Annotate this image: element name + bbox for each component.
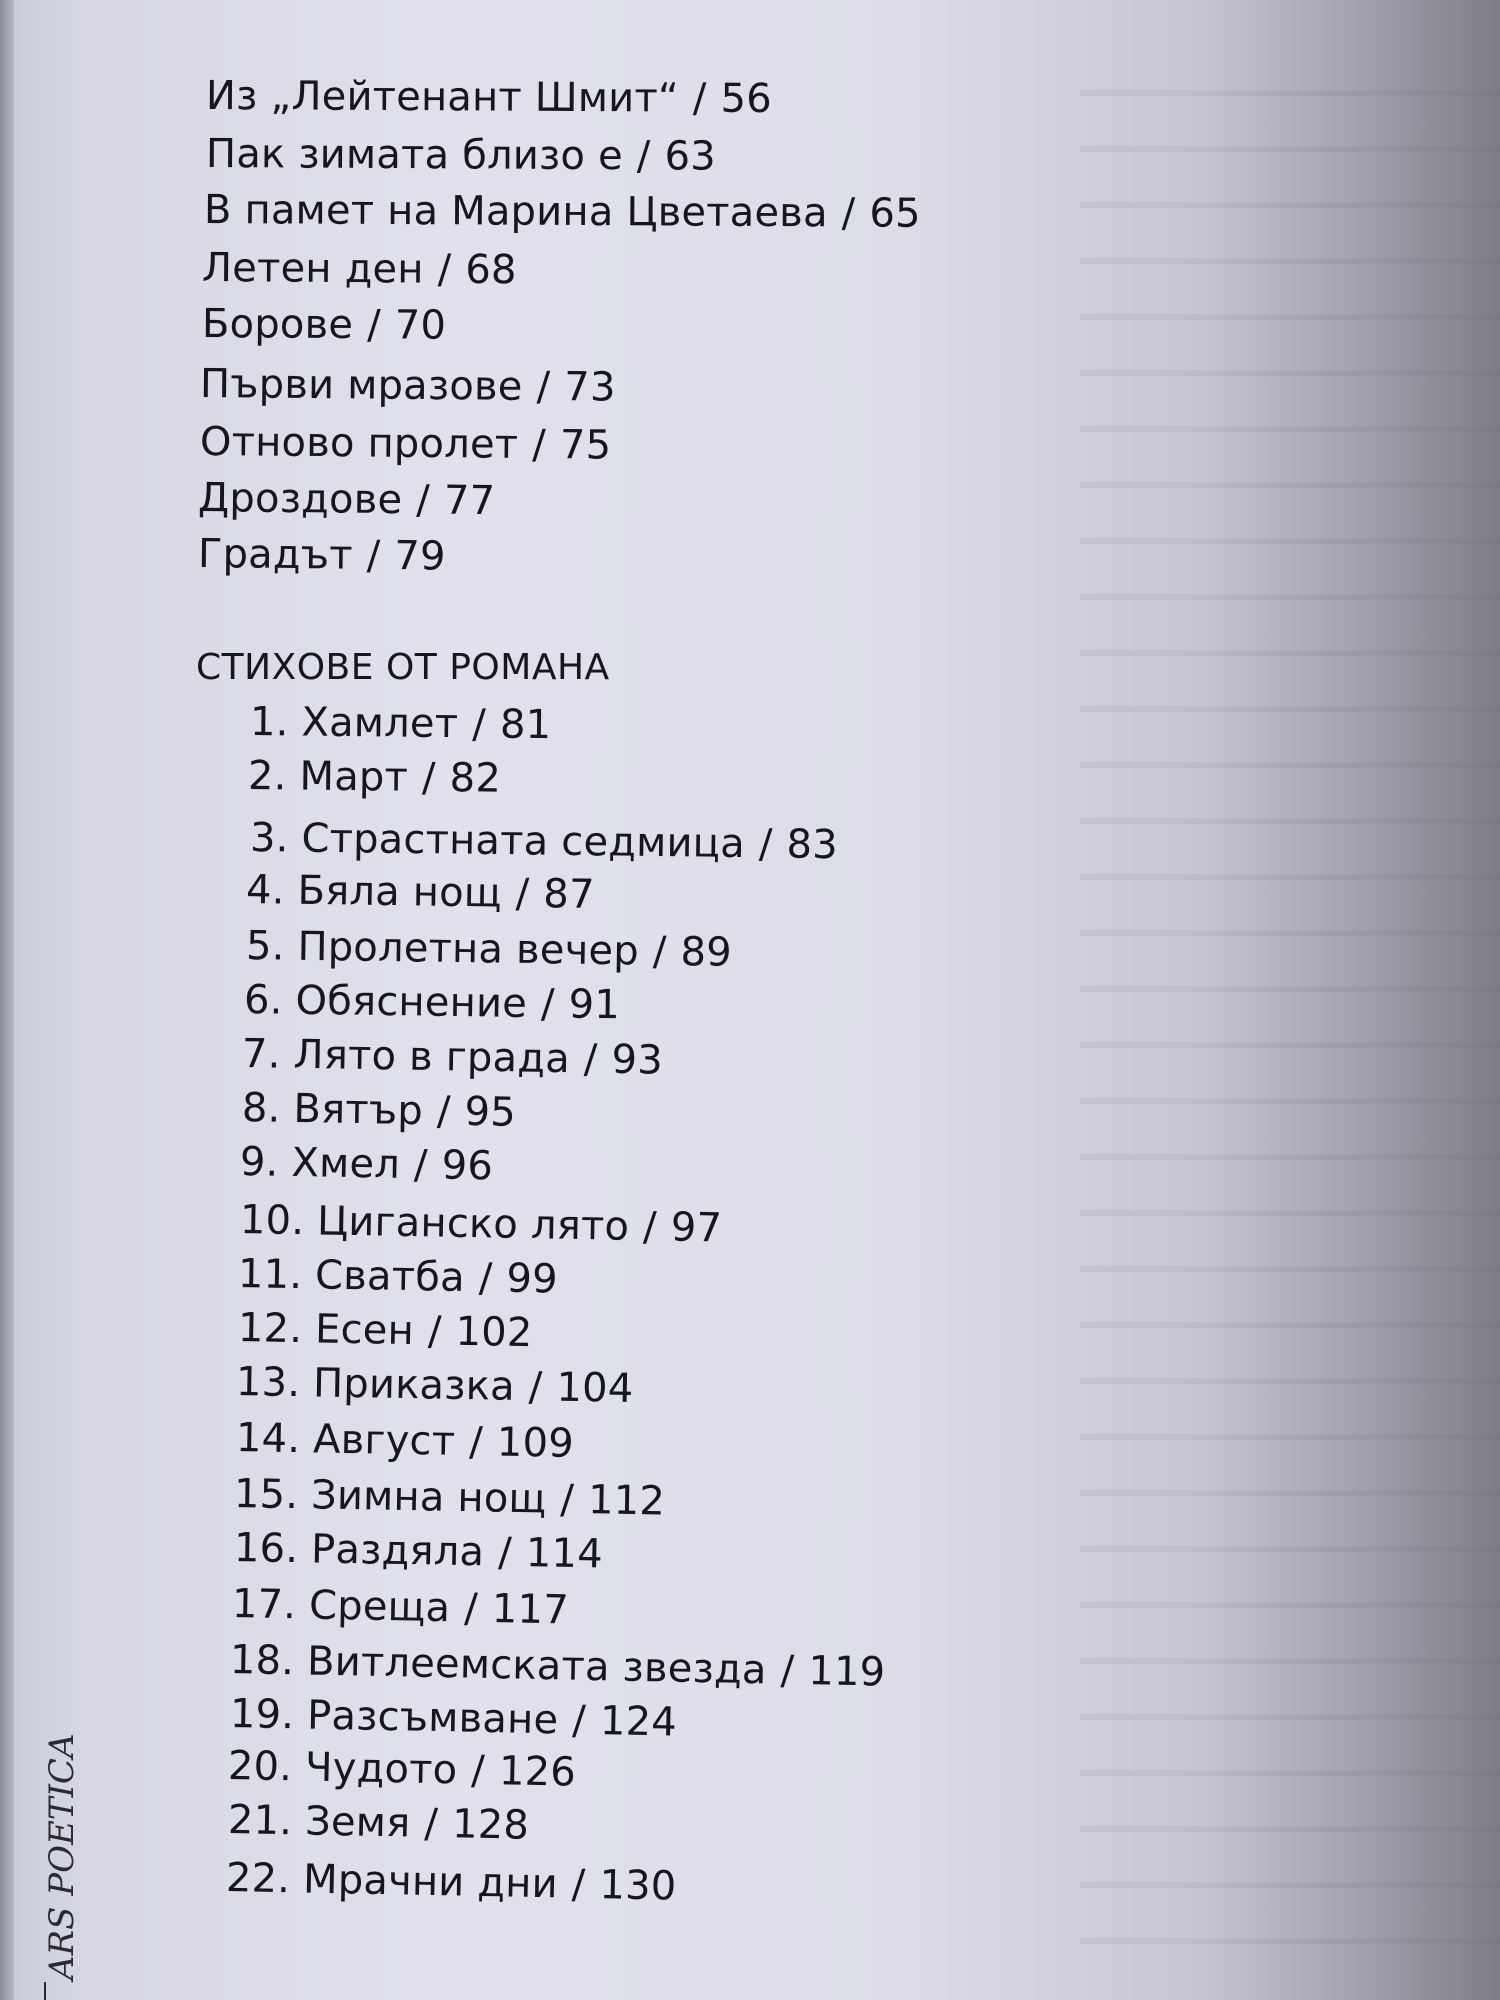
entry-title: Първи мразове: [199, 361, 523, 410]
entry-separator: /: [532, 421, 547, 469]
entry-page-number: 93: [611, 1036, 664, 1084]
entry-separator: /: [436, 1088, 452, 1135]
entry-number: 6.: [243, 977, 283, 1024]
entry-page-number: 114: [525, 1530, 604, 1578]
entry-title: Есен: [314, 1306, 415, 1355]
entry-number: 5.: [245, 923, 285, 970]
entry-title: Бяла нощ: [297, 867, 502, 917]
entry-number: 11.: [237, 1251, 303, 1299]
entry-page-number: 117: [491, 1585, 570, 1634]
toc-entry: [238, 1304, 533, 1357]
entry-page-number: 79: [394, 533, 446, 580]
toc-entry: [234, 1524, 604, 1578]
entry-page-number: 126: [498, 1748, 577, 1796]
entry-separator: /: [780, 1647, 795, 1694]
entry-page-number: 68: [465, 246, 517, 294]
entry-title: Витлеемската звезда: [306, 1638, 768, 1694]
entry-title: Отново пролет: [199, 419, 519, 468]
entry-separator: /: [583, 1036, 598, 1083]
entry-separator: /: [571, 1861, 586, 1908]
entry-title: Зимна нощ: [310, 1472, 547, 1523]
entry-number: 14.: [235, 1415, 301, 1463]
entry-page-number: 109: [496, 1419, 575, 1467]
entry-separator: /: [423, 1800, 439, 1848]
entry-separator: /: [437, 246, 452, 293]
entry-separator: /: [528, 1364, 543, 1411]
entry-page-number: 81: [499, 701, 552, 749]
entry-separator: /: [366, 532, 381, 579]
toc-entry: [204, 186, 921, 238]
toc-entry: [206, 72, 772, 123]
entry-title: Дроздове: [197, 475, 403, 524]
entry-page-number: 83: [786, 821, 839, 869]
entry-title: Среща: [308, 1582, 451, 1632]
entry-separator: /: [841, 190, 856, 237]
entry-separator: /: [571, 1697, 587, 1744]
toc-entry: [248, 752, 502, 803]
entry-title: Градът: [197, 531, 353, 579]
show-through-text: [1080, 60, 1500, 1960]
entry-title: Лято в града: [293, 1031, 571, 1083]
entry-number: 13.: [235, 1359, 301, 1407]
entry-number: 21.: [227, 1797, 293, 1845]
entry-separator: /: [427, 1308, 443, 1355]
entry-title: Летен ден: [201, 245, 424, 293]
page-gutter: [0, 0, 14, 2000]
entry-separator: /: [413, 1142, 429, 1189]
entry-title: Пак зимата близо е: [205, 131, 623, 180]
toc-entry: [230, 1636, 886, 1697]
toc-entry: [198, 474, 496, 525]
entry-page-number: 75: [559, 422, 612, 469]
toc-entry: [226, 1854, 677, 1911]
entry-number: 19.: [229, 1691, 295, 1739]
entry-separator: /: [367, 302, 382, 349]
entry-title: Раздяла: [310, 1526, 485, 1576]
entry-page-number: 70: [394, 302, 447, 349]
entry-separator: /: [559, 1476, 575, 1523]
entry-separator: /: [540, 981, 556, 1028]
entry-number: 4.: [245, 867, 285, 914]
entry-title: Страстната седмица: [301, 815, 746, 868]
entry-title: В памет на Марина Цветаева: [203, 187, 828, 237]
entry-title: Вятър: [293, 1085, 424, 1135]
entry-number: 18.: [229, 1637, 295, 1685]
entry-page-number: 95: [464, 1088, 517, 1136]
entry-number: 8.: [241, 1085, 281, 1132]
toc-entry: [246, 922, 733, 977]
entry-number: 7.: [241, 1031, 281, 1078]
entry-title: Из „Лейтенант Шмит“: [205, 73, 679, 122]
entry-title: Март: [299, 753, 409, 801]
toc-entry: [236, 1358, 634, 1413]
entry-page-number: 89: [680, 929, 733, 976]
toc-entry: [230, 1690, 678, 1747]
entry-separator: /: [652, 928, 667, 975]
entry-page-number: 102: [455, 1308, 533, 1357]
entry-title: Земя: [304, 1798, 411, 1847]
running-footer: ARS POETICA: [42, 1733, 82, 1980]
footer-rule: [44, 1982, 46, 2000]
entry-number: 20.: [227, 1743, 293, 1791]
entry-number: 10.: [239, 1197, 305, 1245]
entry-separator: /: [497, 1529, 513, 1576]
toc-entry: [202, 244, 517, 294]
toc-entry: [244, 976, 621, 1029]
entry-number: 3.: [249, 815, 289, 862]
entry-page-number: 130: [599, 1862, 677, 1910]
toc-entry: [236, 1414, 575, 1468]
entry-number: 2.: [247, 753, 287, 800]
entry-separator: /: [758, 821, 773, 868]
entry-page-number: 96: [441, 1142, 494, 1190]
entry-page-number: 124: [599, 1698, 678, 1746]
entry-title: Приказка: [312, 1360, 516, 1410]
entry-separator: /: [416, 477, 431, 524]
entry-separator: /: [536, 363, 551, 411]
toc-entry: [234, 1470, 666, 1526]
entry-title: Август: [312, 1416, 456, 1465]
entry-number: 17.: [231, 1581, 297, 1629]
entry-title: Пролетна вечер: [297, 923, 640, 975]
entry-separator: /: [692, 75, 707, 122]
toc-entry: [250, 698, 552, 749]
entry-number: 15.: [233, 1471, 299, 1519]
toc-entry: [242, 1030, 664, 1085]
toc-entry: [200, 360, 616, 412]
entry-number: 22.: [225, 1855, 291, 1903]
section-heading: СТИХОВЕ ОТ РОМАНА: [196, 647, 610, 688]
entry-title: Циганско лято: [316, 1198, 630, 1250]
toc-entry: [200, 418, 612, 470]
entry-title: Обяснение: [295, 977, 528, 1027]
entry-number: 16.: [233, 1525, 299, 1573]
toc-entry: [228, 1796, 530, 1850]
toc-entry: [228, 1742, 577, 1797]
entry-page-number: 97: [670, 1204, 723, 1252]
entry-title: Чудото: [304, 1744, 458, 1794]
entry-number: 9.: [239, 1139, 279, 1186]
entry-separator: /: [472, 701, 487, 748]
entry-page-number: 87: [543, 871, 595, 918]
entry-title: Борове: [201, 301, 354, 349]
toc-entry: [240, 1138, 494, 1190]
toc-entry: [198, 530, 446, 581]
entry-page-number: 65: [869, 190, 921, 237]
entry-page-number: 128: [451, 1801, 530, 1849]
entry-separator: /: [468, 1419, 484, 1466]
entry-title: Разсъмване: [306, 1692, 559, 1744]
toc-entry: [238, 1250, 559, 1304]
entry-separator: /: [421, 754, 436, 801]
entry-page-number: 112: [587, 1477, 666, 1525]
entry-number: 1.: [249, 699, 289, 746]
toc-entry: [202, 300, 447, 350]
toc-entry: [206, 130, 716, 181]
entry-separator: /: [642, 1204, 658, 1251]
entry-separator: /: [463, 1585, 479, 1632]
toc-entry: [232, 1580, 570, 1634]
entry-page-number: 99: [506, 1255, 559, 1303]
entry-page-number: 73: [564, 364, 616, 411]
entry-page-number: 119: [807, 1648, 886, 1696]
toc-entry: [240, 1196, 723, 1252]
entry-page-number: 77: [443, 477, 496, 525]
entry-separator: /: [478, 1255, 493, 1302]
toc-entry: [242, 1084, 517, 1137]
entry-separator: /: [515, 870, 530, 917]
entry-page-number: 91: [568, 981, 621, 1029]
entry-page-number: 63: [664, 133, 716, 180]
entry-number: 12.: [237, 1305, 303, 1353]
toc-entry: [250, 814, 838, 869]
entry-page-number: 56: [720, 75, 772, 122]
entry-separator: /: [470, 1747, 486, 1794]
entry-title: Хмел: [291, 1139, 401, 1188]
entry-title: Сватба: [314, 1252, 466, 1301]
toc-entry: [246, 866, 595, 919]
entry-separator: /: [636, 133, 651, 180]
entry-title: Хамлет: [301, 699, 459, 748]
entry-page-number: 104: [556, 1364, 634, 1412]
entry-page-number: 82: [449, 755, 502, 802]
entry-title: Мрачни дни: [302, 1856, 559, 1908]
